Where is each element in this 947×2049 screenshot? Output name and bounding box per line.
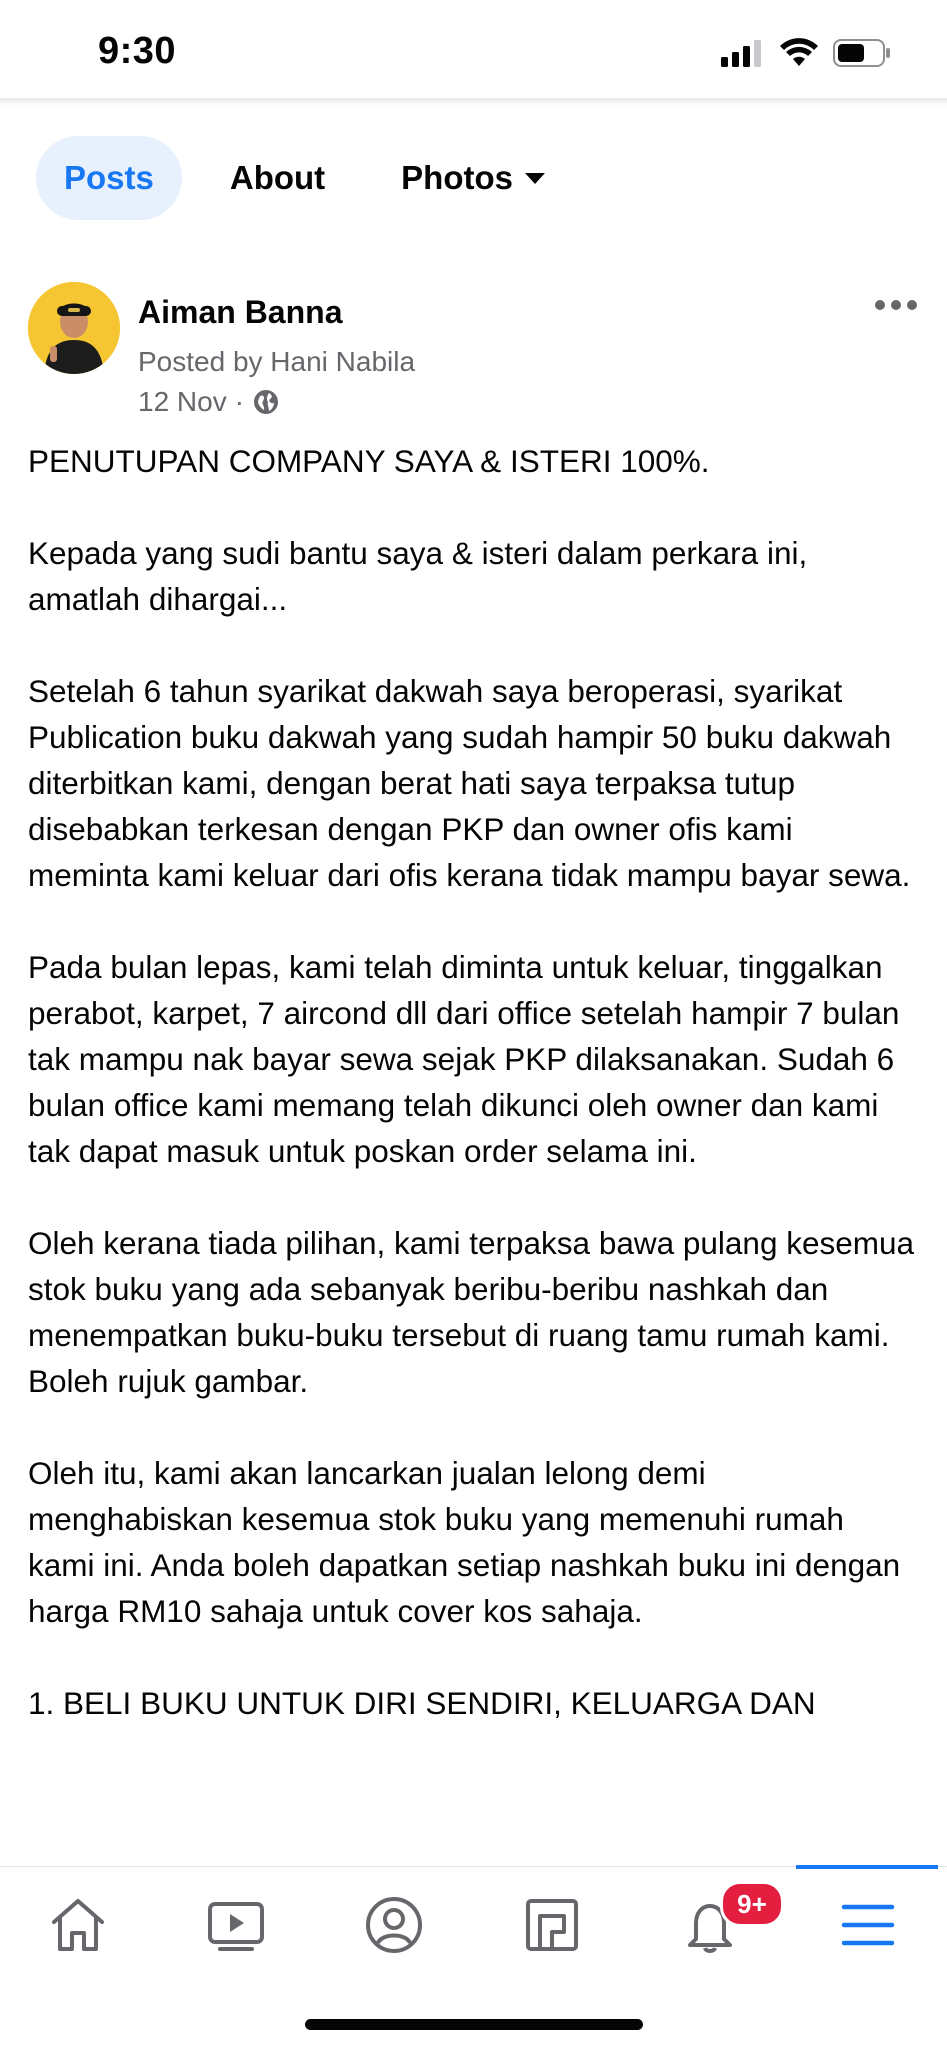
- status-icons: [721, 38, 891, 68]
- menu-icon: [840, 1901, 896, 1949]
- battery-icon: [833, 39, 891, 67]
- tab-photos[interactable]: [373, 136, 573, 220]
- pages-icon: [522, 1896, 582, 1954]
- post-paragraph: PENUTUPAN COMPANY SAYA & ISTERI 100%.: [28, 443, 710, 479]
- tab-about[interactable]: About: [229, 159, 326, 196]
- nav-watch[interactable]: [188, 1889, 284, 1961]
- post-paragraph: 1. BELI BUKU UNTUK DIRI SENDIRI, KELUARGA DAN: [28, 1685, 816, 1721]
- post-paragraph: Setelah 6 tahun syarikat dakwah saya beroperasi, syarikat Publication buku dakwah yang sudah hampir 50 buku dakwah diterbitkan kami, dengan berat hati saya terpaksa tutup disebabkan terkesan dengan PKP dan owner ofis kami meminta kami keluar dari ofis kerana tidak mampu bayar sewa.: [28, 673, 911, 893]
- status-bar: [0, 0, 947, 100]
- caret-down-icon: [525, 173, 545, 184]
- globe-icon: [252, 388, 280, 416]
- wifi-icon: [779, 38, 819, 68]
- post-author[interactable]: Aiman Banna: [138, 294, 343, 330]
- page-tabs: [36, 136, 593, 220]
- meta-separator: ·: [234, 386, 245, 417]
- profile-icon: [364, 1895, 424, 1955]
- cellular-signal-icon: [721, 39, 765, 67]
- header-divider: [0, 98, 947, 106]
- notification-badge: 9+: [720, 1881, 784, 1927]
- avatar[interactable]: [28, 282, 120, 374]
- nav-home[interactable]: [30, 1889, 126, 1961]
- post-paragraph: Pada bulan lepas, kami telah diminta untuk keluar, tinggalkan perabot, karpet, 7 aircond dll dari office setelah hampir 7 bulan tak mampu nak bayar sewa sejak PKP dilaksanakan. Sudah 6 bulan office kami memang telah dikunci oleh owner dan kami tak dapat masuk untuk poskan order selama ini.: [28, 949, 900, 1169]
- tab-photos-label: Photos: [401, 159, 513, 196]
- post-paragraph: Oleh kerana tiada pilihan, kami terpaksa bawa pulang kesemua stok buku yang ada sebanyak beribu-beribu nashkah dan menempatkan buku-buku tersebut di ruang tamu rumah kami. Boleh rujuk gambar.: [28, 1225, 915, 1399]
- post-date[interactable]: 12 Nov: [138, 386, 227, 417]
- post-paragraph: Oleh itu, kami akan lancarkan jualan lelong demi menghabiskan kesemua stok buku yang memenuhi rumah kami ini. Anda boleh dapatkan setiap nashkah buku ini dengan harga RM10 sahaja untuk cover kos sahaja.: [28, 1455, 901, 1629]
- nav-menu[interactable]: [820, 1889, 916, 1961]
- post-header: [28, 282, 918, 422]
- home-icon: [48, 1896, 108, 1954]
- nav-profile[interactable]: [346, 1889, 442, 1961]
- post-paragraph: Kepada yang sudi bantu saya & isteri dalam perkara ini, amatlah dihargai...: [28, 535, 808, 617]
- posted-by: Posted by Hani Nabila: [138, 346, 416, 377]
- post-body: [28, 438, 918, 1846]
- nav-pages[interactable]: [504, 1889, 600, 1961]
- post-meta: [138, 386, 280, 418]
- watch-icon: [206, 1896, 266, 1954]
- avatar-illustration: [28, 282, 120, 374]
- status-time: 9:30: [98, 30, 177, 72]
- tab-posts[interactable]: Posts: [36, 136, 182, 220]
- home-indicator: [305, 2019, 643, 2030]
- more-options-icon[interactable]: [874, 298, 918, 312]
- nav-active-indicator: [796, 1865, 938, 1869]
